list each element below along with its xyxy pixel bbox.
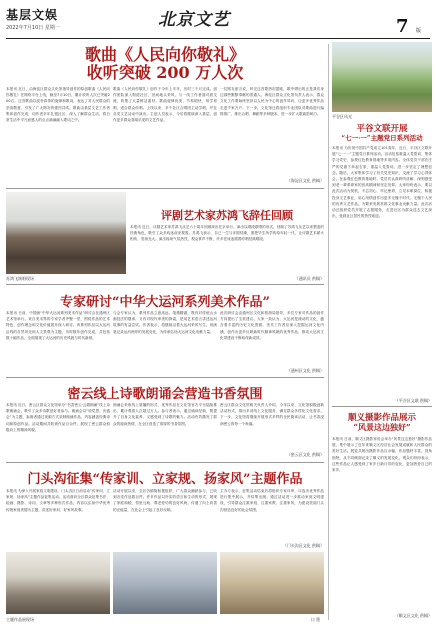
article4-credit: （密云区文化 供稿） bbox=[286, 452, 324, 457]
issue-date: 2022年7月10日 星期一 bbox=[6, 25, 60, 31]
newspaper-logo: 北京文艺 bbox=[158, 10, 230, 30]
article3-col1: 本报讯 日前，中国画“中华大运河系列美术作品”研讨会在通州区艺术馆举行。来自美术界的专家学者齐聚一堂，围绕作品的艺术特色、创作理念和文化价值展开深入研讨。该系列作品以大运河沿线的自然风光和人文景观为主题，历时数年创作完成，共包括数十幅作品，全面展现了大运河的历史风貌与时代新颜。 bbox=[6, 311, 110, 340]
article5-col2: 活动开展以来，全区各镇街积极组织，广大群众踊跃参与，已收到各类作品数百件。许多作品以朴实的语言和生动的形式，展现了家庭和睦、邻里互助、尊老爱幼的良好风尚，传递了向上向善的正能量，在社会上引起了良好反响。 bbox=[113, 489, 217, 512]
article6-photo-caption: 平谷区风光 bbox=[332, 114, 352, 119]
article4-col2: 朗诵会采取线上展播的形式，优秀作品在文化馆官方平台陆续推出，累计观看人次超过万人。参与者表示，通过诵读经典，既提升了自身文化素养，又感受到了诗歌的魅力。活动有效激发了群众的阅读热情，在全区营造了浓厚的书香氛围。 bbox=[113, 403, 217, 426]
article3-title: 专家研讨“中华大运河系列美术作品” bbox=[60, 295, 270, 310]
section-title: 基层文娱 bbox=[6, 8, 59, 22]
article3-col2: 与会专家认为，系列作品立意高远，笔墨精湛，既有对传统山水画技法的继承，又有对现代审美的探索，是用艺术语言讲述运河故事的有益尝试。作者表示，将继续沿着大运河采风写生，用画笔记录运河两岸的发展变化，为传承弘扬大运河文化贡献力量。 bbox=[113, 311, 217, 334]
page-header bbox=[0, 0, 436, 38]
article1-col1: 本报讯 近日，由海淀区群众文化馆指导创作的原创歌曲《人民向你敬礼》在网络平台上线，截至7月10日，累计收听人次已突破200万。这首歌曲以质朴真挚的旋律和歌词，表达了对人民群众的崇高敬意，引发了广大网友的强烈共鸣。歌曲由基层文艺工作者集体创作完成，词作者多年扎根社区，深入了解群众生活，将日常生活中平凡而感人的点点滴滴融入歌词之中。 bbox=[6, 87, 110, 123]
article5-photo-credit: 口 墨 bbox=[310, 617, 320, 622]
article7-credit: （顺义区文化 供稿） bbox=[394, 613, 432, 618]
article6-credit: （平谷区文联 供稿） bbox=[394, 398, 432, 403]
article5-photo-caption: 主题作品展现场 bbox=[6, 617, 34, 622]
article6-title-line2: “七一·一”主题党日系列活动 bbox=[341, 134, 423, 142]
article5-photo-2 bbox=[113, 552, 217, 614]
article7-title-line2: “风景这边独好” bbox=[353, 422, 411, 432]
column-divider bbox=[328, 44, 329, 620]
page-number: 7 bbox=[396, 16, 409, 37]
article2-credit: （通讯员 供稿） bbox=[294, 276, 324, 281]
article2-title: 评剧艺术家苏鸿飞辞任回顾 bbox=[161, 209, 293, 222]
divider bbox=[6, 377, 324, 378]
article1-title-line1: 歌曲《人民向你敬礼》 bbox=[84, 45, 245, 64]
divider bbox=[6, 284, 324, 285]
article5-col1: 本报讯 为深入开展家庭文明建设，门头沟区日前启动“传家训、立家规、扬家风”主题作品征集活动。活动面向全区群众征集书法、绘画、摄影、诗词、文章等多种形式作品，内容以弘扬中华优秀传统家庭美德为主题，讲述好家训、好家风故事。 bbox=[6, 489, 110, 512]
article3-credit: （通州区文化 供稿） bbox=[286, 368, 324, 373]
divider bbox=[6, 462, 324, 463]
article5-photo-3 bbox=[220, 552, 324, 614]
article5-credit: （门头沟区文化 供稿） bbox=[282, 543, 324, 548]
article1-col3: 一位网友留言说，听完这首歌热泪盈眶，歌中唱出的正是我们身边那些默默奉献的普通人。海淀区群众文化馆负责人表示，群众文化工作要始终坚持以人民为中心的创作导向，让更多优秀作品走进千家万户。下一步，文化馆还将组织专业团队对歌曲进行编排推广，推出合唱、舞蹈等多种版本，进一步扩大歌曲影响力。 bbox=[220, 87, 324, 116]
article6-title-line1: 平谷文联开展 bbox=[356, 124, 408, 134]
article6-body: 本报讯 为庆祝中国共产党成立101周年，近日，平谷区文联开展“七一·一”主题党日系列活动。活动包括重温入党誓词、集体学习党史、参观红色教育基地等多项内容。全体党员干部在庄严的党旗下举起右拳，重温入党誓词，进一步坚定了理想信念。随后，大家集体学习了有关党史知识，交流了学习心得体会。在参观红色教育基地时，党员们认真聆听讲解，深刻感受到老一辈革命家的崇高精神和坚定信仰。大家纷纷表示，要以此次活动为契机，不忘初心、牢记使命，立足本职岗位，积极投身文艺事业，用心用情创作出更多无愧于时代、无愧于人民的优秀文艺作品，为繁荣发展首都文化事业贡献力量。此次活动还组织党员开展了志愿服务，走进社区为群众送去文艺演出，受到社区居民的热烈欢迎。 bbox=[332, 146, 432, 219]
article4-col1: 本报讯 近日，密云区群众文化馆举办“书香密云·云端朗诵”线上诗歌朗诵会，吸引了众多诗歌爱好者参与。朗诵会以“颂党恩、庆盛会”为主题，参赛者通过视频方式录制朗诵作品，内容涵盖经典诗词和原创作品。活动期间共收到作品百余件，展现了密云群众积极向上的精神风貌。 bbox=[6, 403, 110, 432]
article5-title: 门头沟征集“传家训、立家规、扬家风”主题作品 bbox=[27, 472, 303, 487]
article1-col2: 歌曲《人民向你敬礼》创作于今年上半年，历时三个月完成。创作团队深入街道社区、田间地头采风，与一线工作者面对面交流，收集了大量鲜活素材。歌曲旋律优美，节奏明快，易学易唱，适合群众传唱。上线以来，多个社区合唱团主动学唱，并在各类文艺活动中演出。主创人员表示，今后将继续深入基层，创作更多群众喜闻乐见的文艺作品。 bbox=[113, 87, 217, 123]
article1-credit: （海淀区文化 供稿） bbox=[286, 178, 324, 183]
article2-photo bbox=[6, 192, 126, 274]
article6-photo bbox=[332, 42, 432, 112]
article4-col3: 密云区群众文化馆相关负责人介绍，今年以来，文化馆积极创新活动形式，推出多项线上文化服务，满足群众多样化文化需求。下一步，文化馆将继续开展形式多样的全民阅读活动，让书香浸润密云的每一个角落。 bbox=[220, 403, 324, 426]
article2-body: 本报讯 近日，评剧艺术家苏鸿飞从艺六十周年回顾演出在京举行。演出以唱段联唱的形式，回顾了苏鸿飞从艺以来塑造的经典角色，吸引了众多戏迷前来观看。苏鸿飞表示，自己一生与评剧结缘，愿把毕生所学传给年轻一代，让评剧艺术薪火相传、发扬光大。演出现场气氛热烈，观众掌声不断，许多老戏迷跟着哼唱经典唱段。 bbox=[130, 225, 324, 242]
header-rule bbox=[6, 38, 430, 39]
article2-photo-caption: 苏鸿飞演唱现场 bbox=[6, 276, 34, 281]
article3-col3: 此次研讨会由通州区文化和旅游局指导，多位专家对作品的创作方向提出了宝贵建议。大家一致认为，大运河是流动的文化，蕴含着丰富的历史文化资源，美术工作者应深入挖掘运河文化内涵，创作出更多反映新时代精神风貌的优秀作品，推动大运河文化带建设不断取得新成效。 bbox=[220, 311, 324, 340]
divider bbox=[332, 406, 432, 407]
article7-body: 本报讯 日前，顺义区摄影家协会举办“风景这边独好”摄影作品展，集中展示了近年来顺义区经济社会发展成就和人民群众的美好生活。展览共展出摄影作品百余幅，作品题材丰富，视角独特，从不同侧面记录了顺义的发展变化。观众们纷纷表示，这些作品让人感受到了家乡日新月异的变化，更加热爱自己的家乡。 bbox=[332, 437, 432, 473]
article4-title: 密云线上诗歌朗诵会营造书香氛围 bbox=[67, 387, 263, 402]
article7-title-line1: 顺义摄影作品展示 bbox=[347, 413, 416, 423]
article5-photo-1 bbox=[6, 552, 110, 614]
page-number-label: 版 bbox=[416, 28, 422, 34]
article5-col3: 主办方表示，征集活动结束后将组织专家评审，评选出优秀作品进行集中展示，并结集出版。通过活动进一步推动家庭文明建设，引导群众注重家庭、注重家教、注重家风，为建设美丽门头沟营造良好的社会氛围。 bbox=[220, 489, 324, 512]
divider bbox=[6, 188, 324, 189]
article1-title-line2: 收听突破 200 万人次 bbox=[86, 63, 244, 82]
